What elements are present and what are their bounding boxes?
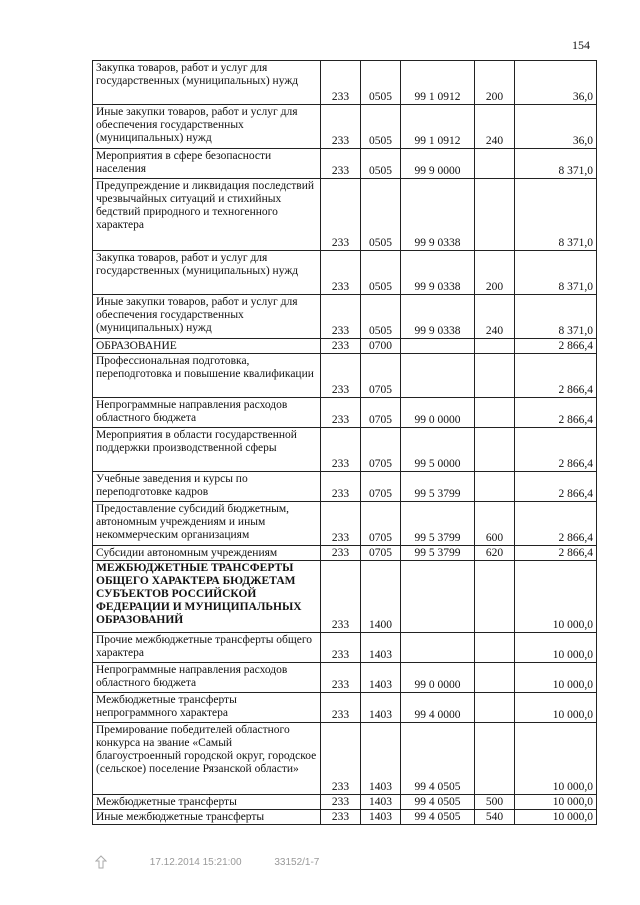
row-name-cell: Непрограммные направления расходов областного бюджета	[93, 663, 321, 693]
row-section-code-cell: 0705	[361, 428, 401, 472]
row-expense-type-cell	[475, 428, 515, 472]
row-amount-cell: 36,0	[515, 105, 597, 149]
row-name-cell: Межбюджетные трансферты	[93, 795, 321, 810]
page-footer	[95, 855, 319, 869]
row-amount-cell: 36,0	[515, 61, 597, 105]
row-target-article-cell: 99 9 0338	[401, 251, 475, 295]
budget-table-body	[93, 61, 597, 825]
row-amount-cell: 2 866,4	[515, 398, 597, 428]
budget-table	[92, 60, 597, 825]
row-target-article-cell	[401, 354, 475, 398]
row-target-article-cell: 99 5 3799	[401, 546, 475, 561]
row-gr-code-cell: 233	[321, 693, 361, 723]
row-gr-code-cell: 233	[321, 561, 361, 633]
table-row	[93, 546, 597, 561]
row-target-article-cell: 99 9 0338	[401, 295, 475, 339]
row-expense-type-cell: 600	[475, 502, 515, 546]
row-section-code-cell: 0705	[361, 398, 401, 428]
row-gr-code-cell: 233	[321, 546, 361, 561]
row-expense-type-cell	[475, 472, 515, 502]
row-expense-type-cell: 620	[475, 546, 515, 561]
row-gr-code-cell: 233	[321, 251, 361, 295]
row-target-article-cell	[401, 561, 475, 633]
electronic-stamp-icon	[95, 855, 107, 869]
row-gr-code-cell: 233	[321, 633, 361, 663]
row-section-code-cell: 0705	[361, 546, 401, 561]
row-section-code-cell: 0705	[361, 472, 401, 502]
row-target-article-cell: 99 9 0338	[401, 179, 475, 251]
row-name-cell: Мероприятия в сфере безопасности населения	[93, 149, 321, 179]
row-expense-type-cell	[475, 398, 515, 428]
table-row	[93, 795, 597, 810]
row-name-cell: Профессиональная подготовка, переподготовка и повышение квалификации	[93, 354, 321, 398]
table-row	[93, 723, 597, 795]
row-section-code-cell: 1403	[361, 633, 401, 663]
row-expense-type-cell: 240	[475, 295, 515, 339]
table-row	[93, 472, 597, 502]
row-section-code-cell: 1403	[361, 810, 401, 825]
row-amount-cell: 2 866,4	[515, 502, 597, 546]
row-gr-code-cell: 233	[321, 354, 361, 398]
row-target-article-cell	[401, 339, 475, 354]
row-target-article-cell: 99 1 0912	[401, 61, 475, 105]
row-section-code-cell: 0505	[361, 105, 401, 149]
row-gr-code-cell: 233	[321, 398, 361, 428]
row-expense-type-cell: 200	[475, 251, 515, 295]
row-target-article-cell: 99 1 0912	[401, 105, 475, 149]
table-row	[93, 149, 597, 179]
row-gr-code-cell: 233	[321, 723, 361, 795]
row-name-cell: Закупка товаров, работ и услуг для государственных (муниципальных) нужд	[93, 251, 321, 295]
row-name-cell: Прочие межбюджетные трансферты общего характера	[93, 633, 321, 663]
row-name-cell: Закупка товаров, работ и услуг для государственных (муниципальных) нужд	[93, 61, 321, 105]
row-expense-type-cell: 540	[475, 810, 515, 825]
row-expense-type-cell	[475, 723, 515, 795]
row-name-cell: Иные межбюджетные трансферты	[93, 810, 321, 825]
table-row	[93, 61, 597, 105]
row-name-cell: Предупреждение и ликвидация последствий чрезвычайных ситуаций и стихийных бедствий природного и техногенного характера	[93, 179, 321, 251]
row-expense-type-cell	[475, 179, 515, 251]
row-gr-code-cell: 233	[321, 105, 361, 149]
table-row	[93, 633, 597, 663]
footer-timestamp: 17.12.2014 15:21:00	[149, 856, 242, 868]
row-section-code-cell: 1403	[361, 693, 401, 723]
row-expense-type-cell: 240	[475, 105, 515, 149]
row-amount-cell: 8 371,0	[515, 295, 597, 339]
row-amount-cell: 8 371,0	[515, 179, 597, 251]
row-section-code-cell: 0505	[361, 251, 401, 295]
row-section-code-cell: 0700	[361, 339, 401, 354]
table-row	[93, 810, 597, 825]
row-amount-cell: 10 000,0	[515, 561, 597, 633]
row-amount-cell: 10 000,0	[515, 693, 597, 723]
row-amount-cell: 2 866,4	[515, 546, 597, 561]
row-target-article-cell: 99 4 0505	[401, 723, 475, 795]
row-name-cell: Иные закупки товаров, работ и услуг для обеспечения государственных (муниципальных) нужд	[93, 105, 321, 149]
row-gr-code-cell: 233	[321, 339, 361, 354]
row-expense-type-cell	[475, 354, 515, 398]
table-row	[93, 428, 597, 472]
row-name-cell: Учебные заведения и курсы по переподготовке кадров	[93, 472, 321, 502]
row-amount-cell: 8 371,0	[515, 251, 597, 295]
row-name-cell: Иные закупки товаров, работ и услуг для обеспечения государственных (муниципальных) нужд	[93, 295, 321, 339]
row-name-cell: Непрограммные направления расходов областного бюджета	[93, 398, 321, 428]
row-expense-type-cell	[475, 633, 515, 663]
row-section-code-cell: 0705	[361, 354, 401, 398]
row-name-cell: Мероприятия в области государственной поддержки производственной сферы	[93, 428, 321, 472]
row-target-article-cell: 99 5 0000	[401, 428, 475, 472]
row-gr-code-cell: 233	[321, 428, 361, 472]
row-section-code-cell: 0705	[361, 502, 401, 546]
row-amount-cell: 10 000,0	[515, 723, 597, 795]
row-section-code-cell: 0505	[361, 179, 401, 251]
row-amount-cell: 10 000,0	[515, 633, 597, 663]
row-amount-cell: 2 866,4	[515, 339, 597, 354]
row-target-article-cell: 99 4 0000	[401, 693, 475, 723]
row-amount-cell: 2 866,4	[515, 428, 597, 472]
table-row	[93, 295, 597, 339]
row-target-article-cell: 99 9 0000	[401, 149, 475, 179]
row-target-article-cell	[401, 633, 475, 663]
row-gr-code-cell: 233	[321, 472, 361, 502]
footer-doc-number: 33152/1-7	[274, 856, 320, 868]
row-target-article-cell: 99 4 0505	[401, 795, 475, 810]
row-section-code-cell: 1403	[361, 663, 401, 693]
table-row	[93, 105, 597, 149]
table-row	[93, 339, 597, 354]
row-gr-code-cell: 233	[321, 795, 361, 810]
table-row	[93, 354, 597, 398]
row-gr-code-cell: 233	[321, 295, 361, 339]
row-target-article-cell: 99 5 3799	[401, 472, 475, 502]
row-gr-code-cell: 233	[321, 61, 361, 105]
row-gr-code-cell: 233	[321, 502, 361, 546]
row-target-article-cell: 99 5 3799	[401, 502, 475, 546]
row-name-cell: Межбюджетные трансферты непрограммного характера	[93, 693, 321, 723]
row-amount-cell: 8 371,0	[515, 149, 597, 179]
row-expense-type-cell	[475, 693, 515, 723]
row-expense-type-cell	[475, 663, 515, 693]
row-amount-cell: 2 866,4	[515, 354, 597, 398]
row-expense-type-cell: 500	[475, 795, 515, 810]
row-expense-type-cell	[475, 561, 515, 633]
table-row	[93, 398, 597, 428]
row-expense-type-cell	[475, 149, 515, 179]
row-expense-type-cell: 200	[475, 61, 515, 105]
row-name-cell: Субсидии автономным учреждениям	[93, 546, 321, 561]
row-section-code-cell: 1403	[361, 723, 401, 795]
table-row	[93, 502, 597, 546]
row-section-code-cell: 0505	[361, 295, 401, 339]
row-amount-cell: 10 000,0	[515, 795, 597, 810]
row-section-code-cell: 1400	[361, 561, 401, 633]
row-amount-cell: 10 000,0	[515, 810, 597, 825]
table-row	[93, 663, 597, 693]
row-target-article-cell: 99 0 0000	[401, 663, 475, 693]
row-section-code-cell: 0505	[361, 149, 401, 179]
row-expense-type-cell	[475, 339, 515, 354]
row-name-cell: Предоставление субсидий бюджетным, автономным учреждениям и иным некоммерческим организациям	[93, 502, 321, 546]
row-target-article-cell: 99 0 0000	[401, 398, 475, 428]
row-name-cell: ОБРАЗОВАНИЕ	[93, 339, 321, 354]
row-name-cell: МЕЖБЮДЖЕТНЫЕ ТРАНСФЕРТЫ ОБЩЕГО ХАРАКТЕРА БЮДЖЕТАМ СУБЪЕКТОВ РОССИЙСКОЙ ФЕДЕРАЦИИ И МУНИЦИПАЛЬНЫХ ОБРАЗОВАНИЙ	[93, 561, 321, 633]
page-number: 154	[572, 38, 590, 52]
table-row	[93, 251, 597, 295]
row-gr-code-cell: 233	[321, 179, 361, 251]
row-amount-cell: 2 866,4	[515, 472, 597, 502]
table-row	[93, 561, 597, 633]
row-gr-code-cell: 233	[321, 810, 361, 825]
row-name-cell: Премирование победителей областного конкурса на звание «Самый благоустроенный городской округ, городское (сельское) поселение Рязанской области»	[93, 723, 321, 795]
row-amount-cell: 10 000,0	[515, 663, 597, 693]
row-section-code-cell: 1403	[361, 795, 401, 810]
table-row	[93, 179, 597, 251]
row-gr-code-cell: 233	[321, 149, 361, 179]
table-row	[93, 693, 597, 723]
row-gr-code-cell: 233	[321, 663, 361, 693]
row-section-code-cell: 0505	[361, 61, 401, 105]
row-target-article-cell: 99 4 0505	[401, 810, 475, 825]
